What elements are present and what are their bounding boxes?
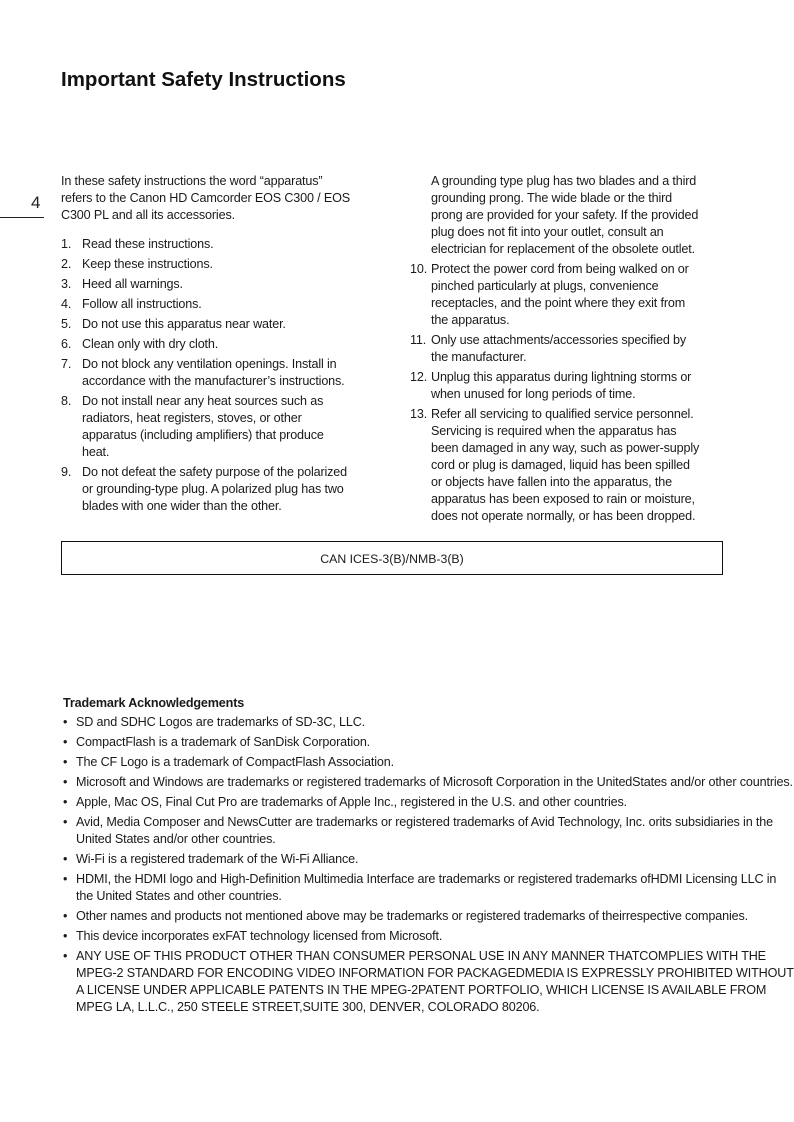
bullet-icon: • — [63, 909, 68, 923]
text-line: blades with one wider than the other. — [82, 499, 282, 513]
text-line: COMPLIES WITH THE MPEG-2 STANDARD FOR ENCODING VIDEO INFORMATION FOR PACKAGED — [76, 949, 766, 980]
text-line: Do not defeat the safety purpose of the polarized — [82, 465, 347, 479]
text-line: accordance with the manufacturer’s instructions. — [82, 374, 345, 388]
compliance-box: CAN ICES-3(B)/NMB-3(B) — [61, 541, 723, 575]
trademark-heading: Trademark Acknowledgements — [63, 696, 245, 710]
text-line: MEDIA IS EXPRESSLY PROHIBITED WITHOUT A LICENSE UNDER APPLICABLE PATENTS IN THE MPEG-2 — [76, 966, 794, 997]
text-line: or objects have fallen into the apparatus, the — [431, 475, 672, 489]
trademark-item — [63, 948, 794, 1016]
text-line: electrician for replacement of the obsolete outlet. — [431, 242, 695, 256]
list-item — [61, 356, 391, 390]
bullet-icon: • — [63, 775, 68, 789]
left-column — [61, 173, 391, 515]
text-line: radiators, heat registers, stoves, or other — [82, 411, 302, 425]
item-number: 1. — [61, 237, 72, 251]
text-line: Do not install near any heat sources such as — [82, 394, 324, 408]
text-line: Heed all warnings. — [82, 277, 183, 291]
text-line: C300 PL and all its accessories. — [61, 208, 235, 222]
text-line: refers to the Canon HD Camcorder EOS C300 / EOS — [61, 191, 351, 205]
trademark-item — [63, 734, 794, 751]
item-number: 4. — [61, 297, 72, 311]
item-number: 13. — [410, 407, 428, 421]
trademark-item — [63, 774, 794, 791]
text-line: apparatus (including amplifiers) that produce — [82, 428, 324, 442]
item-number: 7. — [61, 357, 72, 371]
text-line: This device incorporates exFAT technology licensed from Microsoft. — [76, 929, 443, 943]
trademark-item — [63, 928, 794, 945]
trademark-item — [63, 851, 794, 868]
text-line: Wi-Fi is a registered trademark of the Wi-Fi Alliance. — [76, 852, 359, 866]
text-line: pinched particularly at plugs, convenience — [431, 279, 659, 293]
trademark-item — [63, 714, 794, 731]
text-line: Unplug this apparatus during lightning storms or — [431, 370, 692, 384]
bullet-icon: • — [63, 852, 68, 866]
trademark-item — [63, 814, 794, 848]
bullet-icon: • — [63, 795, 68, 809]
list-item — [410, 369, 740, 403]
bullet-icon: • — [63, 949, 68, 963]
bullet-icon: • — [63, 872, 68, 886]
text-line: Avid, Media Composer and NewsCutter are trademarks or registered trademarks of Avid Technology, Inc. or — [76, 815, 660, 829]
text-line: HDMI, the HDMI logo and High-Definition Multimedia Interface are trademarks or registered trademarks of — [76, 872, 651, 886]
intro-paragraph — [61, 173, 391, 224]
text-line: Apple, Mac OS, Final Cut Pro are trademarks of Apple Inc., registered in the U.S. and other countries. — [76, 795, 627, 809]
item-number: 5. — [61, 317, 72, 331]
text-line: SUITE 300, DENVER, COLORADO 80206. — [302, 1000, 540, 1014]
trademark-item — [63, 908, 794, 925]
text-line: Microsoft and Windows are trademarks or registered trademarks of Microsoft Corporation in the United — [76, 775, 633, 789]
list-item — [410, 406, 740, 525]
text-line: grounding prong. The wide blade or the third — [431, 191, 673, 205]
text-line: its subsidiaries in the United States and/or other countries. — [76, 815, 773, 846]
bullet-icon: • — [63, 815, 68, 829]
text-line: Only use attachments/accessories specified by — [431, 333, 687, 347]
list-item — [61, 296, 391, 313]
text-line: In these safety instructions the word “apparatus” — [61, 174, 323, 188]
text-line: plug does not fit into your outlet, consult an — [431, 225, 664, 239]
text-line: Keep these instructions. — [82, 257, 213, 271]
item-number: 6. — [61, 337, 72, 351]
text-line: Do not block any ventilation openings. Install in — [82, 357, 337, 371]
list-item — [410, 261, 740, 329]
bullet-icon: • — [63, 735, 68, 749]
list-item — [61, 393, 391, 461]
item-number: 2. — [61, 257, 72, 271]
trademark-item — [63, 754, 794, 771]
trademark-item — [63, 794, 794, 811]
text-line: Refer all servicing to qualified service personnel. — [431, 407, 694, 421]
text-line: prong are provided for your safety. If the provided — [431, 208, 699, 222]
text-line: does not operate normally, or has been dropped. — [431, 509, 696, 523]
list-item — [61, 464, 391, 515]
text-line: respective companies. — [625, 909, 748, 923]
page-number-rule — [0, 217, 44, 218]
trademark-section — [63, 695, 794, 1019]
text-line: apparatus has been exposed to rain or moisture, — [431, 492, 695, 506]
item-number: 8. — [61, 394, 72, 408]
right-column — [410, 173, 740, 525]
text-line: when unused for long periods of time. — [431, 387, 636, 401]
continued-paragraph — [410, 173, 740, 258]
text-line: Other names and products not mentioned above may be trademarks or registered trademarks of their — [76, 909, 626, 923]
list-item — [61, 316, 391, 333]
text-line: A grounding type plug has two blades and a third — [431, 174, 697, 188]
item-number: 11. — [410, 333, 427, 347]
page-title: Important Safety Instructions — [61, 68, 346, 91]
list-item — [61, 236, 391, 253]
text-line: Protect the power cord from being walked on or — [431, 262, 689, 276]
trademark-item — [63, 871, 794, 905]
text-line: Servicing is required when the apparatus has — [431, 424, 677, 438]
list-item — [61, 336, 391, 353]
text-line: heat. — [82, 445, 110, 459]
item-number: 3. — [61, 277, 72, 291]
text-line: receptacles, and the point where they exit from — [431, 296, 686, 310]
text-line: the apparatus. — [431, 313, 510, 327]
text-line: Read these instructions. — [82, 237, 214, 251]
text-line: HDMI Licensing LLC in the United States and other countries. — [76, 872, 777, 903]
text-line: SD and SDHC Logos are trademarks of SD-3C, LLC. — [76, 715, 366, 729]
bullet-icon: • — [63, 715, 68, 729]
text-line: ANY USE OF THIS PRODUCT OTHER THAN CONSUMER PERSONAL USE IN ANY MANNER THAT — [76, 949, 640, 963]
list-item — [410, 332, 740, 366]
text-line: cord or plug is damaged, liquid has been spilled — [431, 458, 690, 472]
text-line: States and/or other countries. — [632, 775, 793, 789]
text-line: Clean only with dry cloth. — [82, 337, 219, 351]
text-line: The CF Logo is a trademark of CompactFlash Association. — [76, 755, 394, 769]
text-line: Do not use this apparatus near water. — [82, 317, 286, 331]
text-line: or grounding-type plug. A polarized plug has two — [82, 482, 344, 496]
bullet-icon: • — [63, 755, 68, 769]
list-item — [61, 256, 391, 273]
text-line: the manufacturer. — [431, 350, 527, 364]
bullet-icon: • — [63, 929, 68, 943]
page-number: 4 — [31, 193, 41, 212]
text-line: CompactFlash is a trademark of SanDisk Corporation. — [76, 735, 371, 749]
item-number: 9. — [61, 465, 72, 479]
list-item — [61, 276, 391, 293]
text-line: been damaged in any way, such as power-supply — [431, 441, 700, 455]
item-number: 10. — [410, 262, 428, 276]
text-line: PATENT PORTFOLIO, WHICH LICENSE IS AVAILABLE FROM MPEG LA, L.L.C., 250 STEELE STREET, — [76, 983, 767, 1014]
text-line: Follow all instructions. — [82, 297, 202, 311]
item-number: 12. — [410, 370, 428, 384]
